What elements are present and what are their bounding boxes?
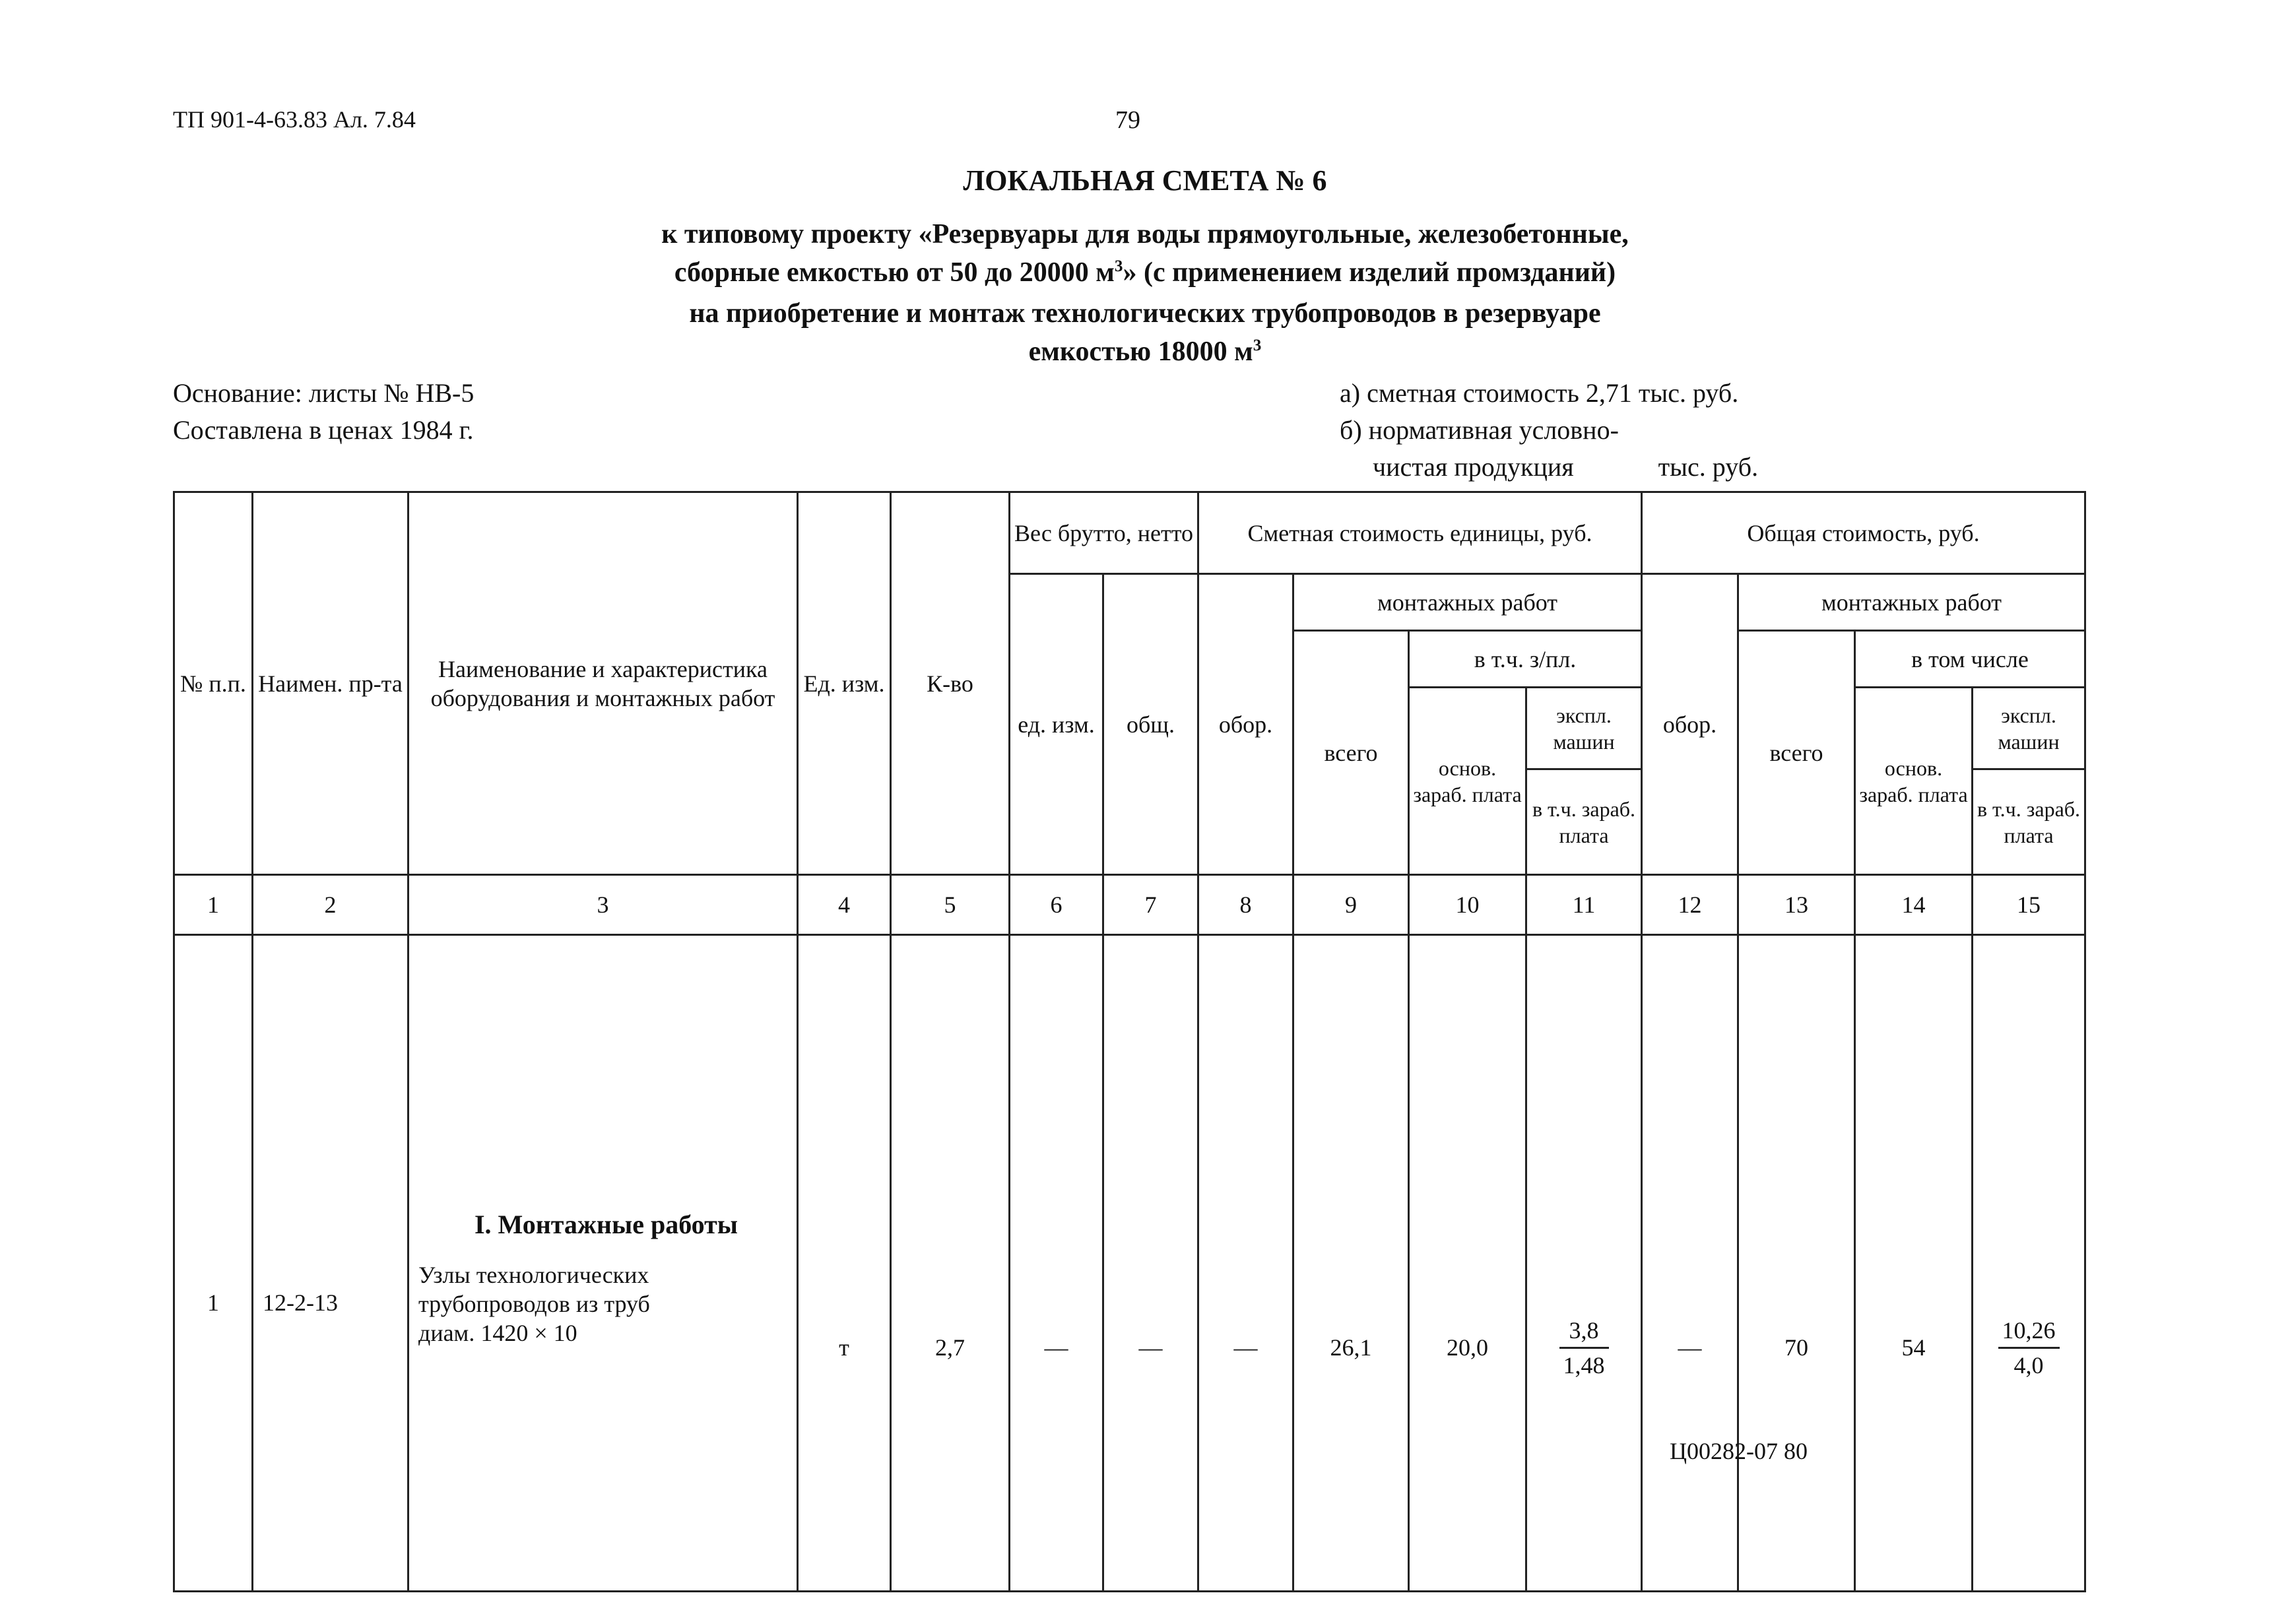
row-unit-equip: — <box>1198 935 1293 1592</box>
row-total-machine-wage: 4,0 <box>2013 1351 2044 1379</box>
row-qty: 2,7 <box>891 935 1010 1592</box>
row-total-machine: 10,26 <box>1998 1314 2060 1349</box>
superscript: 3 <box>1253 337 1262 354</box>
col-header-total-equip: обор. <box>1642 574 1738 875</box>
fraction <box>1559 1314 1609 1382</box>
row-code: 12-2-13 <box>263 1289 338 1316</box>
col-header-total-mount: монтажных работ <box>1738 574 2085 631</box>
footer-code: Ц00282-07 80 <box>1670 1438 1808 1464</box>
col-number: 14 <box>1855 875 1973 935</box>
col-header-unit: Ед. изм. <box>798 492 891 875</box>
header-row-1 <box>174 492 2085 574</box>
col-header-unit-base-wage: основ. зараб. плата <box>1409 688 1526 875</box>
table-row <box>174 935 2085 1592</box>
basis-info <box>173 375 474 449</box>
row-total-total: 70 <box>1738 935 1855 1592</box>
col-number: 3 <box>409 875 798 935</box>
col-number: 13 <box>1738 875 1855 935</box>
subtitle-line-2 <box>0 253 2290 292</box>
row-weight-unit: — <box>1010 935 1103 1592</box>
cost-summary <box>1340 375 1758 486</box>
col-header-unit-total: всего <box>1293 631 1409 875</box>
col-header-qty: К-во <box>891 492 1010 875</box>
col-number: 2 <box>253 875 409 935</box>
row-total-base-wage: 54 <box>1855 935 1973 1592</box>
col-header-weight: Вес брутто, нетто <box>1010 492 1198 574</box>
subtitle-line-2-text: сборные емкостью от 50 до 20000 м <box>674 257 1115 288</box>
page-number: 79 <box>1115 106 1140 134</box>
col-header-total-incl: в том числе <box>1855 631 2085 688</box>
col-header-unit-machine-wage: в т.ч. зараб. плата <box>1526 769 1642 875</box>
row-num: 1 <box>207 1289 219 1316</box>
col-header-total-base-wage: основ. зараб. плата <box>1855 688 1973 875</box>
column-number-row <box>174 875 2085 935</box>
row-name: Узлы технологических трубопроводов из труб диам. 1420 × 10 <box>418 1262 650 1346</box>
col-header-unit-machine: экспл. машин <box>1526 688 1642 769</box>
row-unit: т <box>798 935 891 1592</box>
normative-output-label: б) нормативная условно- <box>1340 415 1619 445</box>
normative-output-line <box>1340 449 1758 486</box>
col-header-total-machine: экспл. машин <box>1973 688 2085 769</box>
col-header-unit-incl-wage: в т.ч. з/пл. <box>1409 631 1642 688</box>
col-number: 6 <box>1010 875 1103 935</box>
row-code-cell <box>253 935 409 1592</box>
row-weight-total: — <box>1103 935 1198 1592</box>
col-number: 1 <box>174 875 253 935</box>
col-header-unit-cost: Сметная стоимость единицы, руб. <box>1198 492 1642 574</box>
row-name-cell <box>409 935 798 1592</box>
subtitle-line-2-tail: » (с применением изделий промзданий) <box>1123 257 1616 288</box>
document-subtitle <box>0 215 2290 292</box>
purpose-line-2-text: емкостью 18000 м <box>1028 337 1253 367</box>
row-unit-machine-wage: 1,48 <box>1563 1351 1605 1379</box>
col-header-weight-unit: ед. изм. <box>1010 574 1103 875</box>
row-num-cell <box>174 935 253 1592</box>
fraction <box>1998 1314 2060 1382</box>
section-title: I. Монтажные работы <box>474 1210 738 1239</box>
basis-sheets: Основание: листы № НВ-5 <box>173 378 474 408</box>
col-number: 15 <box>1973 875 2085 935</box>
col-header-unit-equip: обор. <box>1198 574 1293 875</box>
superscript: 3 <box>1114 257 1123 275</box>
col-number: 9 <box>1293 875 1409 935</box>
col-header-num: № п.п. <box>174 492 253 875</box>
col-number: 8 <box>1198 875 1293 935</box>
col-number: 4 <box>798 875 891 935</box>
row-unit-total: 26,1 <box>1293 935 1409 1592</box>
col-header-total-cost: Общая стоимость, руб. <box>1642 492 2085 574</box>
purpose-line-2 <box>0 333 2290 371</box>
document-code: ТП 901-4-63.83 Ал. 7.84 <box>173 106 416 133</box>
row-unit-machine: 3,8 <box>1559 1314 1609 1349</box>
col-number: 11 <box>1526 875 1642 935</box>
row-total-machine-cell <box>1973 935 2085 1592</box>
row-total-equip: — <box>1642 935 1738 1592</box>
row-unit-machine-cell <box>1526 935 1642 1592</box>
col-number: 10 <box>1409 875 1526 935</box>
col-header-weight-total: общ. <box>1103 574 1198 875</box>
net-product-label: чистая продукция <box>1373 452 1574 482</box>
subtitle-line-1: к типовому проекту «Резервуары для воды прямоугольные, железобетонные, <box>661 219 1629 249</box>
net-product-unit: тыс. руб. <box>1658 452 1759 482</box>
col-number: 5 <box>891 875 1010 935</box>
col-header-code: Наимен. пр-та <box>253 492 409 875</box>
col-header-total-total: всего <box>1738 631 1855 875</box>
col-number: 12 <box>1642 875 1738 935</box>
document-title: ЛОКАЛЬНАЯ СМЕТА № 6 <box>963 164 1327 197</box>
estimate-table <box>173 491 2086 1592</box>
col-header-unit-mount: монтажных работ <box>1293 574 1642 631</box>
estimated-cost: а) сметная стоимость 2,71 тыс. руб. <box>1340 378 1739 408</box>
col-header-name: Наименование и характеристика оборудования и монтажных работ <box>409 492 798 875</box>
row-unit-base-wage: 20,0 <box>1409 935 1526 1592</box>
col-number: 7 <box>1103 875 1198 935</box>
col-header-total-machine-wage: в т.ч. зараб. плата <box>1973 769 2085 875</box>
purpose-line-1: на приобретение и монтаж технологических трубопроводов в резервуаре <box>689 298 1601 329</box>
document-purpose <box>0 294 2290 371</box>
price-year: Составлена в ценах 1984 г. <box>173 415 474 445</box>
